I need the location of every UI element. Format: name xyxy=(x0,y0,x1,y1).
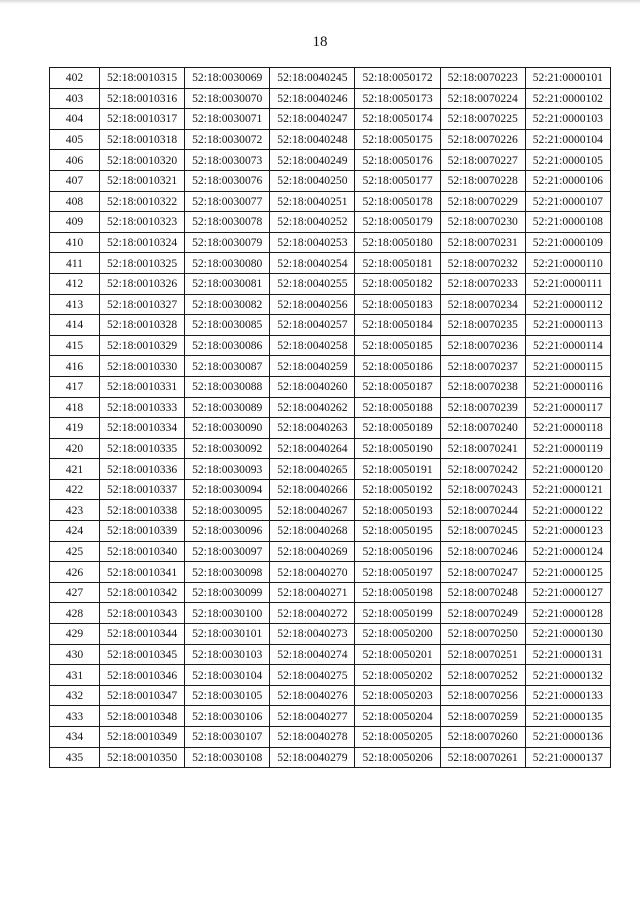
cadastral-number-cell: 52:18:0070239 xyxy=(440,397,525,418)
row-number-cell: 420 xyxy=(50,438,100,459)
row-number-cell: 431 xyxy=(50,665,100,686)
cadastral-number-cell: 52:18:0070232 xyxy=(440,253,525,274)
cadastral-number-cell: 52:18:0040260 xyxy=(270,376,355,397)
cadastral-number-cell: 52:18:0010343 xyxy=(100,603,185,624)
cadastral-number-cell: 52:18:0040265 xyxy=(270,459,355,480)
cadastral-number-cell: 52:18:0010345 xyxy=(100,644,185,665)
cadastral-number-cell: 52:18:0010329 xyxy=(100,335,185,356)
cadastral-number-cell: 52:21:0000130 xyxy=(525,624,610,645)
table-row xyxy=(50,624,611,645)
cadastral-number-cell: 52:18:0010349 xyxy=(100,727,185,748)
cadastral-number-cell: 52:18:0030072 xyxy=(185,129,270,150)
cadastral-number-cell: 52:18:0070244 xyxy=(440,500,525,521)
cadastral-number-cell: 52:18:0030085 xyxy=(185,315,270,336)
cadastral-number-cell: 52:18:0070237 xyxy=(440,356,525,377)
cadastral-number-cell: 52:18:0050183 xyxy=(355,294,440,315)
cadastral-number-cell: 52:18:0010335 xyxy=(100,438,185,459)
cadastral-number-cell: 52:18:0010337 xyxy=(100,479,185,500)
cadastral-number-cell: 52:21:0000120 xyxy=(525,459,610,480)
cadastral-number-cell: 52:21:0000105 xyxy=(525,150,610,171)
cadastral-number-cell: 52:18:0070238 xyxy=(440,376,525,397)
cadastral-number-cell: 52:18:0040252 xyxy=(270,212,355,233)
cadastral-number-cell: 52:18:0050184 xyxy=(355,315,440,336)
cadastral-number-cell: 52:21:0000116 xyxy=(525,376,610,397)
cadastral-number-cell: 52:18:0050204 xyxy=(355,706,440,727)
row-number-cell: 419 xyxy=(50,418,100,439)
cadastral-number-cell: 52:18:0050173 xyxy=(355,88,440,109)
cadastral-number-cell: 52:18:0070236 xyxy=(440,335,525,356)
cadastral-number-cell: 52:21:0000133 xyxy=(525,685,610,706)
cadastral-number-cell: 52:18:0040255 xyxy=(270,273,355,294)
page-number: 18 xyxy=(312,34,328,50)
cadastral-number-cell: 52:18:0070250 xyxy=(440,624,525,645)
cadastral-number-cell: 52:18:0050191 xyxy=(355,459,440,480)
cadastral-number-cell: 52:21:0000135 xyxy=(525,706,610,727)
cadastral-number-cell: 52:18:0030087 xyxy=(185,356,270,377)
cadastral-number-cell: 52:18:0040254 xyxy=(270,253,355,274)
cadastral-number-cell: 52:18:0030079 xyxy=(185,232,270,253)
cadastral-number-cell: 52:18:0030070 xyxy=(185,88,270,109)
table-row xyxy=(50,562,611,583)
cadastral-number-cell: 52:18:0030098 xyxy=(185,562,270,583)
cadastral-number-cell: 52:18:0030108 xyxy=(185,747,270,768)
row-number-cell: 418 xyxy=(50,397,100,418)
cadastral-number-cell: 52:18:0070249 xyxy=(440,603,525,624)
cadastral-numbers-table xyxy=(49,67,611,768)
table-row xyxy=(50,541,611,562)
cadastral-number-cell: 52:18:0010338 xyxy=(100,500,185,521)
table-row xyxy=(50,253,611,274)
cadastral-number-cell: 52:18:0030077 xyxy=(185,191,270,212)
cadastral-number-cell: 52:18:0070228 xyxy=(440,170,525,191)
cadastral-number-cell: 52:18:0040276 xyxy=(270,685,355,706)
row-number-cell: 411 xyxy=(50,253,100,274)
row-number-cell: 409 xyxy=(50,212,100,233)
row-number-cell: 412 xyxy=(50,273,100,294)
cadastral-number-cell: 52:21:0000114 xyxy=(525,335,610,356)
table-row xyxy=(50,521,611,542)
cadastral-number-cell: 52:18:0030096 xyxy=(185,521,270,542)
cadastral-number-cell: 52:18:0010350 xyxy=(100,747,185,768)
table-row xyxy=(50,88,611,109)
cadastral-number-cell: 52:18:0040266 xyxy=(270,479,355,500)
cadastral-number-cell: 52:18:0040279 xyxy=(270,747,355,768)
row-number-cell: 402 xyxy=(50,68,100,89)
table-row xyxy=(50,747,611,768)
row-number-cell: 425 xyxy=(50,541,100,562)
row-number-cell: 416 xyxy=(50,356,100,377)
cadastral-number-cell: 52:21:0000127 xyxy=(525,582,610,603)
cadastral-number-cell: 52:18:0010326 xyxy=(100,273,185,294)
cadastral-number-cell: 52:18:0030071 xyxy=(185,109,270,130)
cadastral-number-cell: 52:21:0000103 xyxy=(525,109,610,130)
cadastral-number-cell: 52:18:0040253 xyxy=(270,232,355,253)
row-number-cell: 422 xyxy=(50,479,100,500)
row-number-cell: 424 xyxy=(50,521,100,542)
cadastral-number-cell: 52:18:0030097 xyxy=(185,541,270,562)
row-number-cell: 430 xyxy=(50,644,100,665)
cadastral-number-cell: 52:18:0030099 xyxy=(185,582,270,603)
cadastral-number-cell: 52:18:0010323 xyxy=(100,212,185,233)
cadastral-number-cell: 52:18:0010339 xyxy=(100,521,185,542)
cadastral-number-cell: 52:18:0050189 xyxy=(355,418,440,439)
table-row xyxy=(50,170,611,191)
cadastral-number-cell: 52:21:0000128 xyxy=(525,603,610,624)
cadastral-number-cell: 52:18:0070233 xyxy=(440,273,525,294)
table-row xyxy=(50,603,611,624)
cadastral-number-cell: 52:21:0000115 xyxy=(525,356,610,377)
cadastral-number-cell: 52:18:0040278 xyxy=(270,727,355,748)
cadastral-number-cell: 52:21:0000111 xyxy=(525,273,610,294)
cadastral-number-cell: 52:18:0030086 xyxy=(185,335,270,356)
cadastral-number-cell: 52:21:0000104 xyxy=(525,129,610,150)
table-row xyxy=(50,150,611,171)
row-number-cell: 421 xyxy=(50,459,100,480)
cadastral-number-cell: 52:18:0030081 xyxy=(185,273,270,294)
cadastral-number-cell: 52:18:0030106 xyxy=(185,706,270,727)
cadastral-number-cell: 52:18:0070229 xyxy=(440,191,525,212)
cadastral-number-cell: 52:18:0030082 xyxy=(185,294,270,315)
cadastral-number-cell: 52:18:0070230 xyxy=(440,212,525,233)
cadastral-number-cell: 52:18:0070242 xyxy=(440,459,525,480)
cadastral-number-cell: 52:18:0040273 xyxy=(270,624,355,645)
cadastral-number-cell: 52:18:0030104 xyxy=(185,665,270,686)
cadastral-number-cell: 52:18:0050172 xyxy=(355,68,440,89)
row-number-cell: 433 xyxy=(50,706,100,727)
cadastral-number-cell: 52:18:0010318 xyxy=(100,129,185,150)
cadastral-number-cell: 52:18:0010317 xyxy=(100,109,185,130)
cadastral-number-cell: 52:18:0010340 xyxy=(100,541,185,562)
cadastral-number-cell: 52:18:0010336 xyxy=(100,459,185,480)
cadastral-number-cell: 52:18:0070260 xyxy=(440,727,525,748)
cadastral-number-cell: 52:18:0040268 xyxy=(270,521,355,542)
cadastral-number-cell: 52:18:0070241 xyxy=(440,438,525,459)
cadastral-number-cell: 52:18:0050192 xyxy=(355,479,440,500)
cadastral-number-cell: 52:21:0000101 xyxy=(525,68,610,89)
cadastral-number-cell: 52:21:0000125 xyxy=(525,562,610,583)
scan-edge xyxy=(0,0,640,4)
row-number-cell: 435 xyxy=(50,747,100,768)
cadastral-number-cell: 52:18:0050186 xyxy=(355,356,440,377)
cadastral-number-cell: 52:18:0070251 xyxy=(440,644,525,665)
cadastral-number-cell: 52:18:0050198 xyxy=(355,582,440,603)
cadastral-number-cell: 52:18:0040248 xyxy=(270,129,355,150)
cadastral-number-cell: 52:18:0050193 xyxy=(355,500,440,521)
cadastral-number-cell: 52:18:0010328 xyxy=(100,315,185,336)
cadastral-number-cell: 52:18:0010331 xyxy=(100,376,185,397)
table-row xyxy=(50,315,611,336)
table-row xyxy=(50,212,611,233)
cadastral-number-cell: 52:18:0010344 xyxy=(100,624,185,645)
cadastral-number-cell: 52:18:0040262 xyxy=(270,397,355,418)
cadastral-number-cell: 52:18:0030095 xyxy=(185,500,270,521)
cadastral-number-cell: 52:18:0040246 xyxy=(270,88,355,109)
row-number-cell: 407 xyxy=(50,170,100,191)
cadastral-number-cell: 52:18:0030105 xyxy=(185,685,270,706)
cadastral-number-cell: 52:18:0070235 xyxy=(440,315,525,336)
cadastral-number-cell: 52:18:0050179 xyxy=(355,212,440,233)
row-number-cell: 428 xyxy=(50,603,100,624)
table-row xyxy=(50,438,611,459)
cadastral-number-cell: 52:21:0000121 xyxy=(525,479,610,500)
table-row xyxy=(50,459,611,480)
cadastral-number-cell: 52:18:0030073 xyxy=(185,150,270,171)
row-number-cell: 406 xyxy=(50,150,100,171)
cadastral-number-cell: 52:21:0000108 xyxy=(525,212,610,233)
row-number-cell: 426 xyxy=(50,562,100,583)
table-row xyxy=(50,418,611,439)
table-row xyxy=(50,232,611,253)
cadastral-number-cell: 52:21:0000102 xyxy=(525,88,610,109)
table-row xyxy=(50,335,611,356)
cadastral-number-cell: 52:18:0010341 xyxy=(100,562,185,583)
cadastral-number-cell: 52:18:0040256 xyxy=(270,294,355,315)
cadastral-number-cell: 52:18:0010346 xyxy=(100,665,185,686)
cadastral-number-cell: 52:18:0040250 xyxy=(270,170,355,191)
table-row xyxy=(50,356,611,377)
cadastral-number-cell: 52:21:0000110 xyxy=(525,253,610,274)
cadastral-number-cell: 52:21:0000117 xyxy=(525,397,610,418)
table-row xyxy=(50,294,611,315)
table-row xyxy=(50,685,611,706)
cadastral-number-cell: 52:18:0010347 xyxy=(100,685,185,706)
table-row xyxy=(50,706,611,727)
cadastral-number-cell: 52:18:0030076 xyxy=(185,170,270,191)
cadastral-number-cell: 52:18:0030101 xyxy=(185,624,270,645)
cadastral-number-cell: 52:18:0010315 xyxy=(100,68,185,89)
cadastral-number-cell: 52:18:0030089 xyxy=(185,397,270,418)
row-number-cell: 403 xyxy=(50,88,100,109)
cadastral-number-cell: 52:18:0050195 xyxy=(355,521,440,542)
cadastral-number-cell: 52:18:0070261 xyxy=(440,747,525,768)
cadastral-number-cell: 52:18:0070252 xyxy=(440,665,525,686)
cadastral-number-cell: 52:21:0000122 xyxy=(525,500,610,521)
cadastral-number-cell: 52:18:0040271 xyxy=(270,582,355,603)
cadastral-number-cell: 52:21:0000113 xyxy=(525,315,610,336)
cadastral-number-cell: 52:18:0030094 xyxy=(185,479,270,500)
row-number-cell: 410 xyxy=(50,232,100,253)
cadastral-number-cell: 52:21:0000137 xyxy=(525,747,610,768)
table-row xyxy=(50,727,611,748)
cadastral-number-cell: 52:21:0000109 xyxy=(525,232,610,253)
cadastral-number-cell: 52:18:0050205 xyxy=(355,727,440,748)
cadastral-number-cell: 52:18:0040267 xyxy=(270,500,355,521)
cadastral-number-cell: 52:18:0010321 xyxy=(100,170,185,191)
row-number-cell: 405 xyxy=(50,129,100,150)
cadastral-number-cell: 52:18:0050187 xyxy=(355,376,440,397)
cadastral-number-cell: 52:18:0030100 xyxy=(185,603,270,624)
cadastral-number-cell: 52:21:0000136 xyxy=(525,727,610,748)
table-row xyxy=(50,582,611,603)
row-number-cell: 423 xyxy=(50,500,100,521)
cadastral-number-cell: 52:18:0040263 xyxy=(270,418,355,439)
row-number-cell: 432 xyxy=(50,685,100,706)
cadastral-number-cell: 52:18:0050202 xyxy=(355,665,440,686)
table-row xyxy=(50,665,611,686)
row-number-cell: 415 xyxy=(50,335,100,356)
table-body xyxy=(50,68,611,768)
cadastral-number-cell: 52:18:0010320 xyxy=(100,150,185,171)
cadastral-number-cell: 52:18:0050182 xyxy=(355,273,440,294)
cadastral-number-cell: 52:18:0070226 xyxy=(440,129,525,150)
cadastral-number-cell: 52:18:0050181 xyxy=(355,253,440,274)
cadastral-number-cell: 52:18:0040270 xyxy=(270,562,355,583)
cadastral-number-cell: 52:18:0010324 xyxy=(100,232,185,253)
cadastral-number-cell: 52:18:0040257 xyxy=(270,315,355,336)
cadastral-number-cell: 52:18:0040247 xyxy=(270,109,355,130)
table-row xyxy=(50,397,611,418)
cadastral-number-cell: 52:18:0010334 xyxy=(100,418,185,439)
row-number-cell: 404 xyxy=(50,109,100,130)
cadastral-number-cell: 52:18:0040251 xyxy=(270,191,355,212)
cadastral-number-cell: 52:21:0000132 xyxy=(525,665,610,686)
table-row xyxy=(50,68,611,89)
cadastral-number-cell: 52:18:0010325 xyxy=(100,253,185,274)
row-number-cell: 417 xyxy=(50,376,100,397)
cadastral-number-cell: 52:18:0070245 xyxy=(440,521,525,542)
cadastral-number-cell: 52:18:0040264 xyxy=(270,438,355,459)
cadastral-number-cell: 52:18:0030092 xyxy=(185,438,270,459)
cadastral-number-cell: 52:18:0070227 xyxy=(440,150,525,171)
cadastral-number-cell: 52:18:0050196 xyxy=(355,541,440,562)
cadastral-number-cell: 52:18:0070259 xyxy=(440,706,525,727)
cadastral-number-cell: 52:18:0030103 xyxy=(185,644,270,665)
row-number-cell: 429 xyxy=(50,624,100,645)
cadastral-number-cell: 52:18:0070231 xyxy=(440,232,525,253)
cadastral-number-cell: 52:18:0070243 xyxy=(440,479,525,500)
table-row xyxy=(50,129,611,150)
cadastral-number-cell: 52:18:0040258 xyxy=(270,335,355,356)
cadastral-number-cell: 52:18:0040275 xyxy=(270,665,355,686)
cadastral-number-cell: 52:18:0070246 xyxy=(440,541,525,562)
cadastral-number-cell: 52:18:0010316 xyxy=(100,88,185,109)
table-row xyxy=(50,644,611,665)
table-row xyxy=(50,500,611,521)
cadastral-number-cell: 52:21:0000131 xyxy=(525,644,610,665)
table-row xyxy=(50,479,611,500)
cadastral-number-cell: 52:18:0040272 xyxy=(270,603,355,624)
row-number-cell: 414 xyxy=(50,315,100,336)
cadastral-number-cell: 52:18:0040249 xyxy=(270,150,355,171)
cadastral-number-cell: 52:21:0000112 xyxy=(525,294,610,315)
cadastral-number-cell: 52:18:0050197 xyxy=(355,562,440,583)
row-number-cell: 408 xyxy=(50,191,100,212)
table-row xyxy=(50,376,611,397)
cadastral-number-cell: 52:21:0000107 xyxy=(525,191,610,212)
cadastral-number-cell: 52:18:0050203 xyxy=(355,685,440,706)
cadastral-number-cell: 52:18:0050206 xyxy=(355,747,440,768)
cadastral-number-cell: 52:18:0040245 xyxy=(270,68,355,89)
cadastral-number-cell: 52:18:0050176 xyxy=(355,150,440,171)
cadastral-number-cell: 52:18:0030093 xyxy=(185,459,270,480)
cadastral-number-cell: 52:21:0000106 xyxy=(525,170,610,191)
cadastral-number-cell: 52:18:0070225 xyxy=(440,109,525,130)
cadastral-number-cell: 52:18:0070234 xyxy=(440,294,525,315)
cadastral-number-cell: 52:18:0030107 xyxy=(185,727,270,748)
cadastral-number-cell: 52:18:0040269 xyxy=(270,541,355,562)
cadastral-number-cell: 52:18:0050174 xyxy=(355,109,440,130)
row-number-cell: 413 xyxy=(50,294,100,315)
cadastral-number-cell: 52:18:0070223 xyxy=(440,68,525,89)
cadastral-number-cell: 52:18:0010342 xyxy=(100,582,185,603)
table-row xyxy=(50,191,611,212)
cadastral-number-cell: 52:18:0030069 xyxy=(185,68,270,89)
cadastral-number-cell: 52:18:0050201 xyxy=(355,644,440,665)
cadastral-number-cell: 52:18:0030088 xyxy=(185,376,270,397)
cadastral-number-cell: 52:18:0040277 xyxy=(270,706,355,727)
row-number-cell: 427 xyxy=(50,582,100,603)
cadastral-number-cell: 52:18:0050200 xyxy=(355,624,440,645)
cadastral-number-cell: 52:18:0050177 xyxy=(355,170,440,191)
cadastral-number-cell: 52:21:0000118 xyxy=(525,418,610,439)
cadastral-number-cell: 52:18:0040259 xyxy=(270,356,355,377)
cadastral-number-cell: 52:18:0050185 xyxy=(355,335,440,356)
cadastral-number-cell: 52:18:0010333 xyxy=(100,397,185,418)
cadastral-number-cell: 52:18:0070247 xyxy=(440,562,525,583)
row-number-cell: 434 xyxy=(50,727,100,748)
table-row xyxy=(50,273,611,294)
cadastral-number-cell: 52:18:0070248 xyxy=(440,582,525,603)
cadastral-number-cell: 52:18:0070224 xyxy=(440,88,525,109)
cadastral-number-cell: 52:18:0040274 xyxy=(270,644,355,665)
cadastral-number-cell: 52:18:0030080 xyxy=(185,253,270,274)
table-row xyxy=(50,109,611,130)
cadastral-number-cell: 52:18:0050199 xyxy=(355,603,440,624)
cadastral-number-cell: 52:18:0050180 xyxy=(355,232,440,253)
cadastral-number-cell: 52:18:0010327 xyxy=(100,294,185,315)
cadastral-number-cell: 52:18:0010348 xyxy=(100,706,185,727)
cadastral-number-cell: 52:18:0070240 xyxy=(440,418,525,439)
cadastral-number-cell: 52:18:0050175 xyxy=(355,129,440,150)
cadastral-number-cell: 52:18:0030090 xyxy=(185,418,270,439)
cadastral-number-cell: 52:18:0050188 xyxy=(355,397,440,418)
cadastral-number-cell: 52:21:0000119 xyxy=(525,438,610,459)
cadastral-number-cell: 52:18:0010322 xyxy=(100,191,185,212)
cadastral-number-cell: 52:21:0000124 xyxy=(525,541,610,562)
cadastral-number-cell: 52:21:0000123 xyxy=(525,521,610,542)
cadastral-number-cell: 52:18:0050190 xyxy=(355,438,440,459)
cadastral-number-cell: 52:18:0070256 xyxy=(440,685,525,706)
cadastral-number-cell: 52:18:0030078 xyxy=(185,212,270,233)
cadastral-number-cell: 52:18:0010330 xyxy=(100,356,185,377)
cadastral-number-cell: 52:18:0050178 xyxy=(355,191,440,212)
